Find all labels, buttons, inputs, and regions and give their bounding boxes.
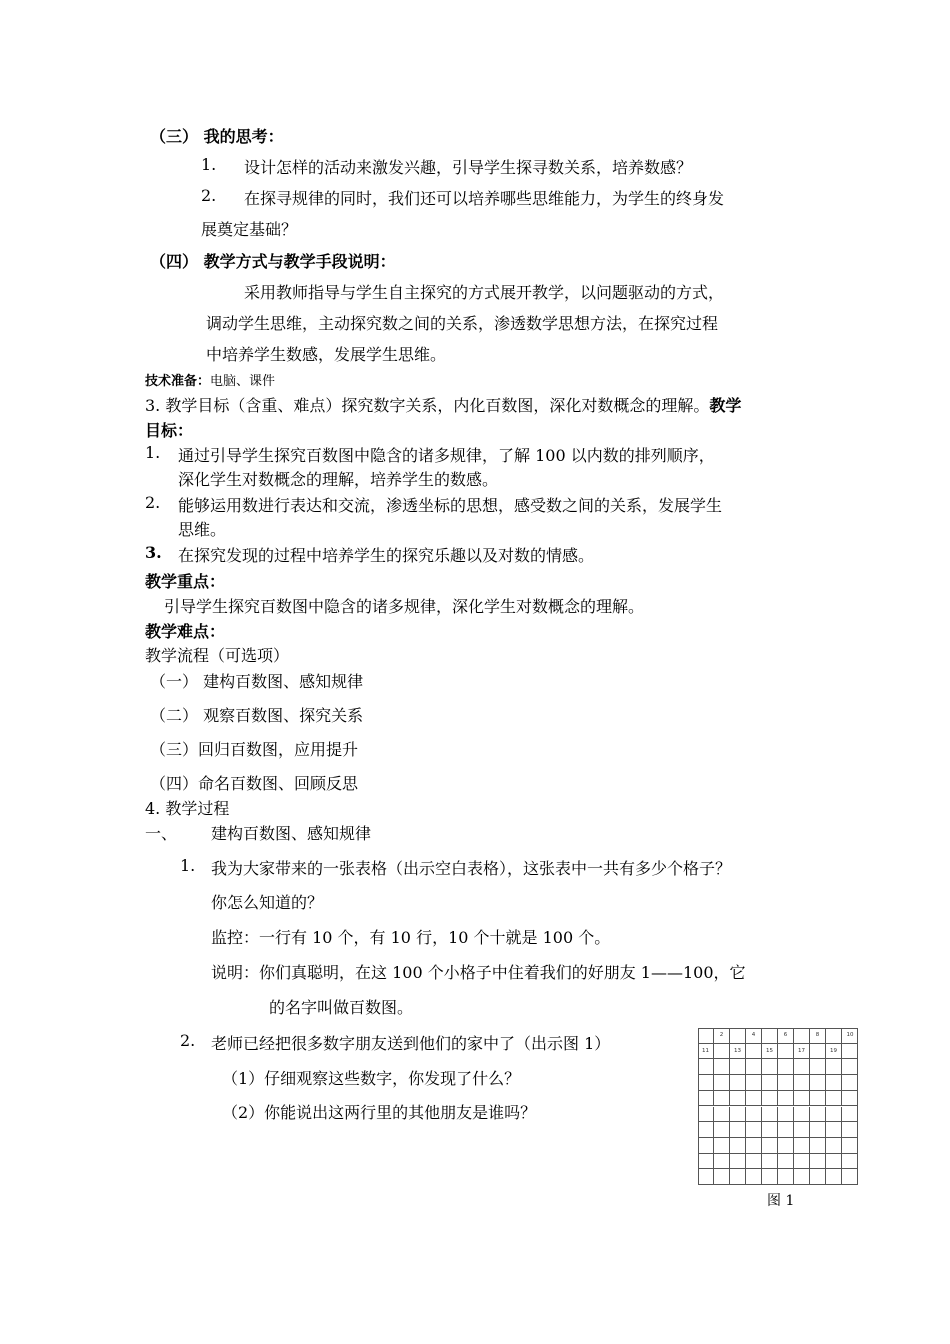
hundred-chart-cell bbox=[794, 1028, 810, 1044]
goal-1-number: 1. bbox=[145, 443, 161, 462]
hundred-chart-cell bbox=[842, 1075, 858, 1091]
hundred-chart-cell bbox=[714, 1107, 730, 1123]
goal-1-line-1: 通过引导学生探究百数图中隐含的诸多规律，了解 100 以内数的排列顺序， bbox=[178, 446, 715, 465]
goal-bold-tail: 教学 bbox=[709, 396, 742, 415]
hundred-chart-cell bbox=[730, 1107, 746, 1123]
hundred-chart-cell bbox=[746, 1091, 762, 1107]
hundred-chart-cell bbox=[826, 1028, 842, 1044]
hundred-chart-cell bbox=[810, 1122, 826, 1138]
hundred-chart-cell bbox=[762, 1028, 778, 1044]
hundred-chart-cell bbox=[826, 1107, 842, 1123]
goal-2-number: 2. bbox=[145, 493, 161, 512]
hundred-chart-cell bbox=[698, 1075, 714, 1091]
hundred-chart-cell bbox=[698, 1107, 714, 1123]
hundred-chart-cell bbox=[714, 1059, 730, 1075]
hundred-chart-cell bbox=[778, 1122, 794, 1138]
question-2-sub-2: （2）你能说出这两行里的其他朋友是谁吗？ bbox=[222, 1103, 537, 1122]
hundred-chart-cell bbox=[746, 1044, 762, 1060]
tech-prep-label: 技术准备： bbox=[145, 374, 211, 389]
hundred-chart-cell bbox=[794, 1154, 810, 1170]
hundred-chart-cell bbox=[794, 1138, 810, 1154]
hundred-chart-cell bbox=[714, 1138, 730, 1154]
hundred-chart-cell bbox=[746, 1154, 762, 1170]
sec4-paragraph-line-2: 调动学生思维，主动探究数之间的关系，渗透数学思想方法，在探究过程 bbox=[206, 314, 719, 333]
difficult-point-heading: 教学难点： bbox=[145, 622, 226, 641]
hundred-chart-cell bbox=[794, 1107, 810, 1123]
process-part-1-number: 一、 bbox=[145, 824, 178, 843]
hundred-chart-cell bbox=[842, 1122, 858, 1138]
hundred-chart-cell bbox=[746, 1075, 762, 1091]
hundred-chart-cell bbox=[746, 1107, 762, 1123]
hundred-chart-cell bbox=[730, 1059, 746, 1075]
hundred-chart-cell: 15 bbox=[762, 1044, 778, 1060]
question-1-line-1: 我为大家带来的一张表格（出示空白表格），这张表中一共有多少个格子？ bbox=[211, 859, 732, 878]
key-point-heading: 教学重点： bbox=[145, 572, 226, 591]
explain-line-1: 说明：你们真聪明，在这 100 个小格子中住着我们的好朋友 1——100，它 bbox=[211, 963, 746, 982]
hundred-chart-cell: 8 bbox=[810, 1028, 826, 1044]
goal-heading: 目标： bbox=[145, 421, 194, 440]
hundred-chart-cell: 17 bbox=[794, 1044, 810, 1060]
hundred-chart-cell bbox=[746, 1138, 762, 1154]
goal-1-line-2: 深化学生对数概念的理解，培养学生的数感。 bbox=[178, 470, 499, 489]
hundred-chart-cell bbox=[778, 1059, 794, 1075]
hundred-chart-cell bbox=[730, 1138, 746, 1154]
hundred-chart-cell bbox=[730, 1154, 746, 1170]
hundred-chart-cell bbox=[714, 1091, 730, 1107]
hundred-chart-cell bbox=[762, 1091, 778, 1107]
hundred-chart-cell bbox=[842, 1138, 858, 1154]
hundred-chart-cell: 2 bbox=[714, 1028, 730, 1044]
hundred-chart-cell bbox=[698, 1059, 714, 1075]
flow-step-2: （二） 观察百数图、探究关系 bbox=[150, 706, 364, 725]
hundred-chart-cell bbox=[698, 1154, 714, 1170]
hundred-chart-cell bbox=[714, 1075, 730, 1091]
hundred-chart-cell bbox=[778, 1154, 794, 1170]
hundred-chart-cell bbox=[826, 1091, 842, 1107]
process-part-1-title: 建构百数图、感知规律 bbox=[211, 824, 372, 843]
question-2-text: 老师已经把很多数字朋友送到他们的家中了（出示图 1） bbox=[211, 1034, 611, 1053]
section-4-heading: （四） 教学方式与教学手段说明： bbox=[150, 252, 396, 271]
hundred-chart-cell bbox=[842, 1154, 858, 1170]
hundred-chart-cell bbox=[826, 1122, 842, 1138]
hundred-chart-cell bbox=[778, 1107, 794, 1123]
hundred-chart-cell bbox=[778, 1138, 794, 1154]
hundred-chart-cell bbox=[714, 1154, 730, 1170]
goal-2-line-1: 能够运用数进行表达和交流，渗透坐标的思想，感受数之间的关系，发展学生 bbox=[178, 496, 723, 515]
sec3-item-1-number: 1. bbox=[201, 155, 217, 174]
hundred-chart-cell bbox=[842, 1169, 858, 1185]
tech-prep-value: 电脑、课件 bbox=[210, 374, 276, 389]
hundred-chart-cell bbox=[762, 1107, 778, 1123]
hundred-chart-cell bbox=[810, 1075, 826, 1091]
hundred-chart-cell bbox=[826, 1075, 842, 1091]
question-1-number: 1. bbox=[180, 856, 196, 875]
tech-prep bbox=[145, 370, 275, 389]
hundred-chart-cell bbox=[842, 1059, 858, 1075]
flow-step-3: （三）回归百数图，应用提升 bbox=[150, 740, 359, 759]
hundred-chart-cell bbox=[698, 1091, 714, 1107]
hundred-chart-cell bbox=[826, 1138, 842, 1154]
hundred-chart-cell bbox=[842, 1091, 858, 1107]
hundred-chart-cell bbox=[810, 1091, 826, 1107]
hundred-chart-cell: 13 bbox=[730, 1044, 746, 1060]
hundred-chart-cell bbox=[794, 1059, 810, 1075]
hundred-chart-cell bbox=[762, 1075, 778, 1091]
question-2-sub-1: （1）仔细观察这些数字，你发现了什么？ bbox=[222, 1069, 521, 1088]
hundred-chart-cell bbox=[810, 1107, 826, 1123]
hundred-chart-cell bbox=[730, 1075, 746, 1091]
hundred-chart-cell: 4 bbox=[746, 1028, 762, 1044]
section-3-heading: （三） 我的思考： bbox=[150, 127, 284, 146]
hundred-chart-cell bbox=[714, 1122, 730, 1138]
hundred-chart-cell: 6 bbox=[778, 1028, 794, 1044]
hundred-chart-cell bbox=[778, 1091, 794, 1107]
hundred-chart-cell bbox=[810, 1154, 826, 1170]
hundred-chart-cell bbox=[778, 1169, 794, 1185]
hundred-chart-cell bbox=[826, 1154, 842, 1170]
hundred-chart-cell bbox=[778, 1044, 794, 1060]
hundred-chart-cell bbox=[698, 1169, 714, 1185]
hundred-chart-cell bbox=[730, 1122, 746, 1138]
flow-step-1: （一） 建构百数图、感知规律 bbox=[150, 672, 364, 691]
hundred-chart-cell bbox=[794, 1075, 810, 1091]
hundred-chart-cell bbox=[810, 1169, 826, 1185]
question-1-line-2: 你怎么知道的？ bbox=[211, 893, 324, 912]
hundred-chart-cell bbox=[762, 1059, 778, 1075]
hundred-chart-cell bbox=[826, 1169, 842, 1185]
sec3-item-2-line-2: 展奠定基础？ bbox=[201, 220, 298, 239]
sec4-paragraph-line-1: 采用教师指导与学生自主探究的方式展开教学，以问题驱动的方式， bbox=[244, 283, 725, 302]
hundred-chart-cell bbox=[794, 1091, 810, 1107]
hundred-chart-cell bbox=[698, 1122, 714, 1138]
hundred-chart-cell bbox=[810, 1059, 826, 1075]
goal-3: 在探究发现的过程中培养学生的探究乐趣以及对数的情感。 bbox=[178, 546, 595, 565]
hundred-chart-cell bbox=[746, 1169, 762, 1185]
hundred-chart-cell bbox=[714, 1169, 730, 1185]
figure-caption: 图 1 bbox=[767, 1193, 795, 1209]
hundred-chart-cell bbox=[842, 1107, 858, 1123]
hundred-chart-cell bbox=[762, 1138, 778, 1154]
hundred-chart-cell: 10 bbox=[842, 1028, 858, 1044]
flow-step-4: （四）命名百数图、回顾反思 bbox=[150, 774, 359, 793]
hundred-chart-cell bbox=[762, 1154, 778, 1170]
goal-2-line-2: 思维。 bbox=[178, 520, 227, 539]
sec3-item-1: 设计怎样的活动来激发兴趣，引导学生探寻数关系，培养数感？ bbox=[244, 158, 693, 177]
hundred-chart-cell bbox=[778, 1075, 794, 1091]
goal-intro-line bbox=[145, 393, 741, 416]
hundred-chart-cell bbox=[698, 1138, 714, 1154]
hundred-chart-cell bbox=[746, 1122, 762, 1138]
process-heading: 4. 教学过程 bbox=[145, 799, 230, 818]
hundred-chart-cell: 19 bbox=[826, 1044, 842, 1060]
question-2-number: 2. bbox=[180, 1031, 196, 1050]
hundred-chart-cell bbox=[714, 1044, 730, 1060]
hundred-chart-cell bbox=[730, 1169, 746, 1185]
hundred-chart-cell bbox=[730, 1091, 746, 1107]
sec3-item-2-number: 2. bbox=[201, 186, 217, 205]
hundred-chart-cell bbox=[762, 1122, 778, 1138]
hundred-chart-cell bbox=[794, 1169, 810, 1185]
explain-line-2: 的名字叫做百数图。 bbox=[269, 998, 414, 1017]
flow-heading: 教学流程（可选项） bbox=[145, 646, 290, 665]
hundred-chart-cell bbox=[826, 1059, 842, 1075]
hundred-chart-cell bbox=[762, 1169, 778, 1185]
hundred-chart-cell bbox=[794, 1122, 810, 1138]
hundred-chart-cell bbox=[810, 1044, 826, 1060]
hundred-chart-cell: 11 bbox=[698, 1044, 714, 1060]
sec4-paragraph-line-3: 中培养学生数感，发展学生思维。 bbox=[206, 345, 447, 364]
goal-intro-text: 3. 教学目标（含重、难点）探究数字关系，内化百数图，深化对数概念的理解。 bbox=[145, 396, 710, 415]
hundred-chart-cell bbox=[698, 1028, 714, 1044]
hundred-chart-cell bbox=[746, 1059, 762, 1075]
monitor-text: 监控：一行有 10 个，有 10 行，10 个十就是 100 个。 bbox=[211, 928, 611, 947]
key-point-text: 引导学生探究百数图中隐含的诸多规律，深化学生对数概念的理解。 bbox=[164, 597, 645, 616]
sec3-item-2-line-1: 在探寻规律的同时，我们还可以培养哪些思维能力，为学生的终身发 bbox=[244, 189, 725, 208]
hundred-chart-cell bbox=[842, 1044, 858, 1060]
hundred-chart-cell bbox=[730, 1028, 746, 1044]
goal-3-number: 3. bbox=[145, 543, 162, 562]
hundred-chart-cell bbox=[810, 1138, 826, 1154]
